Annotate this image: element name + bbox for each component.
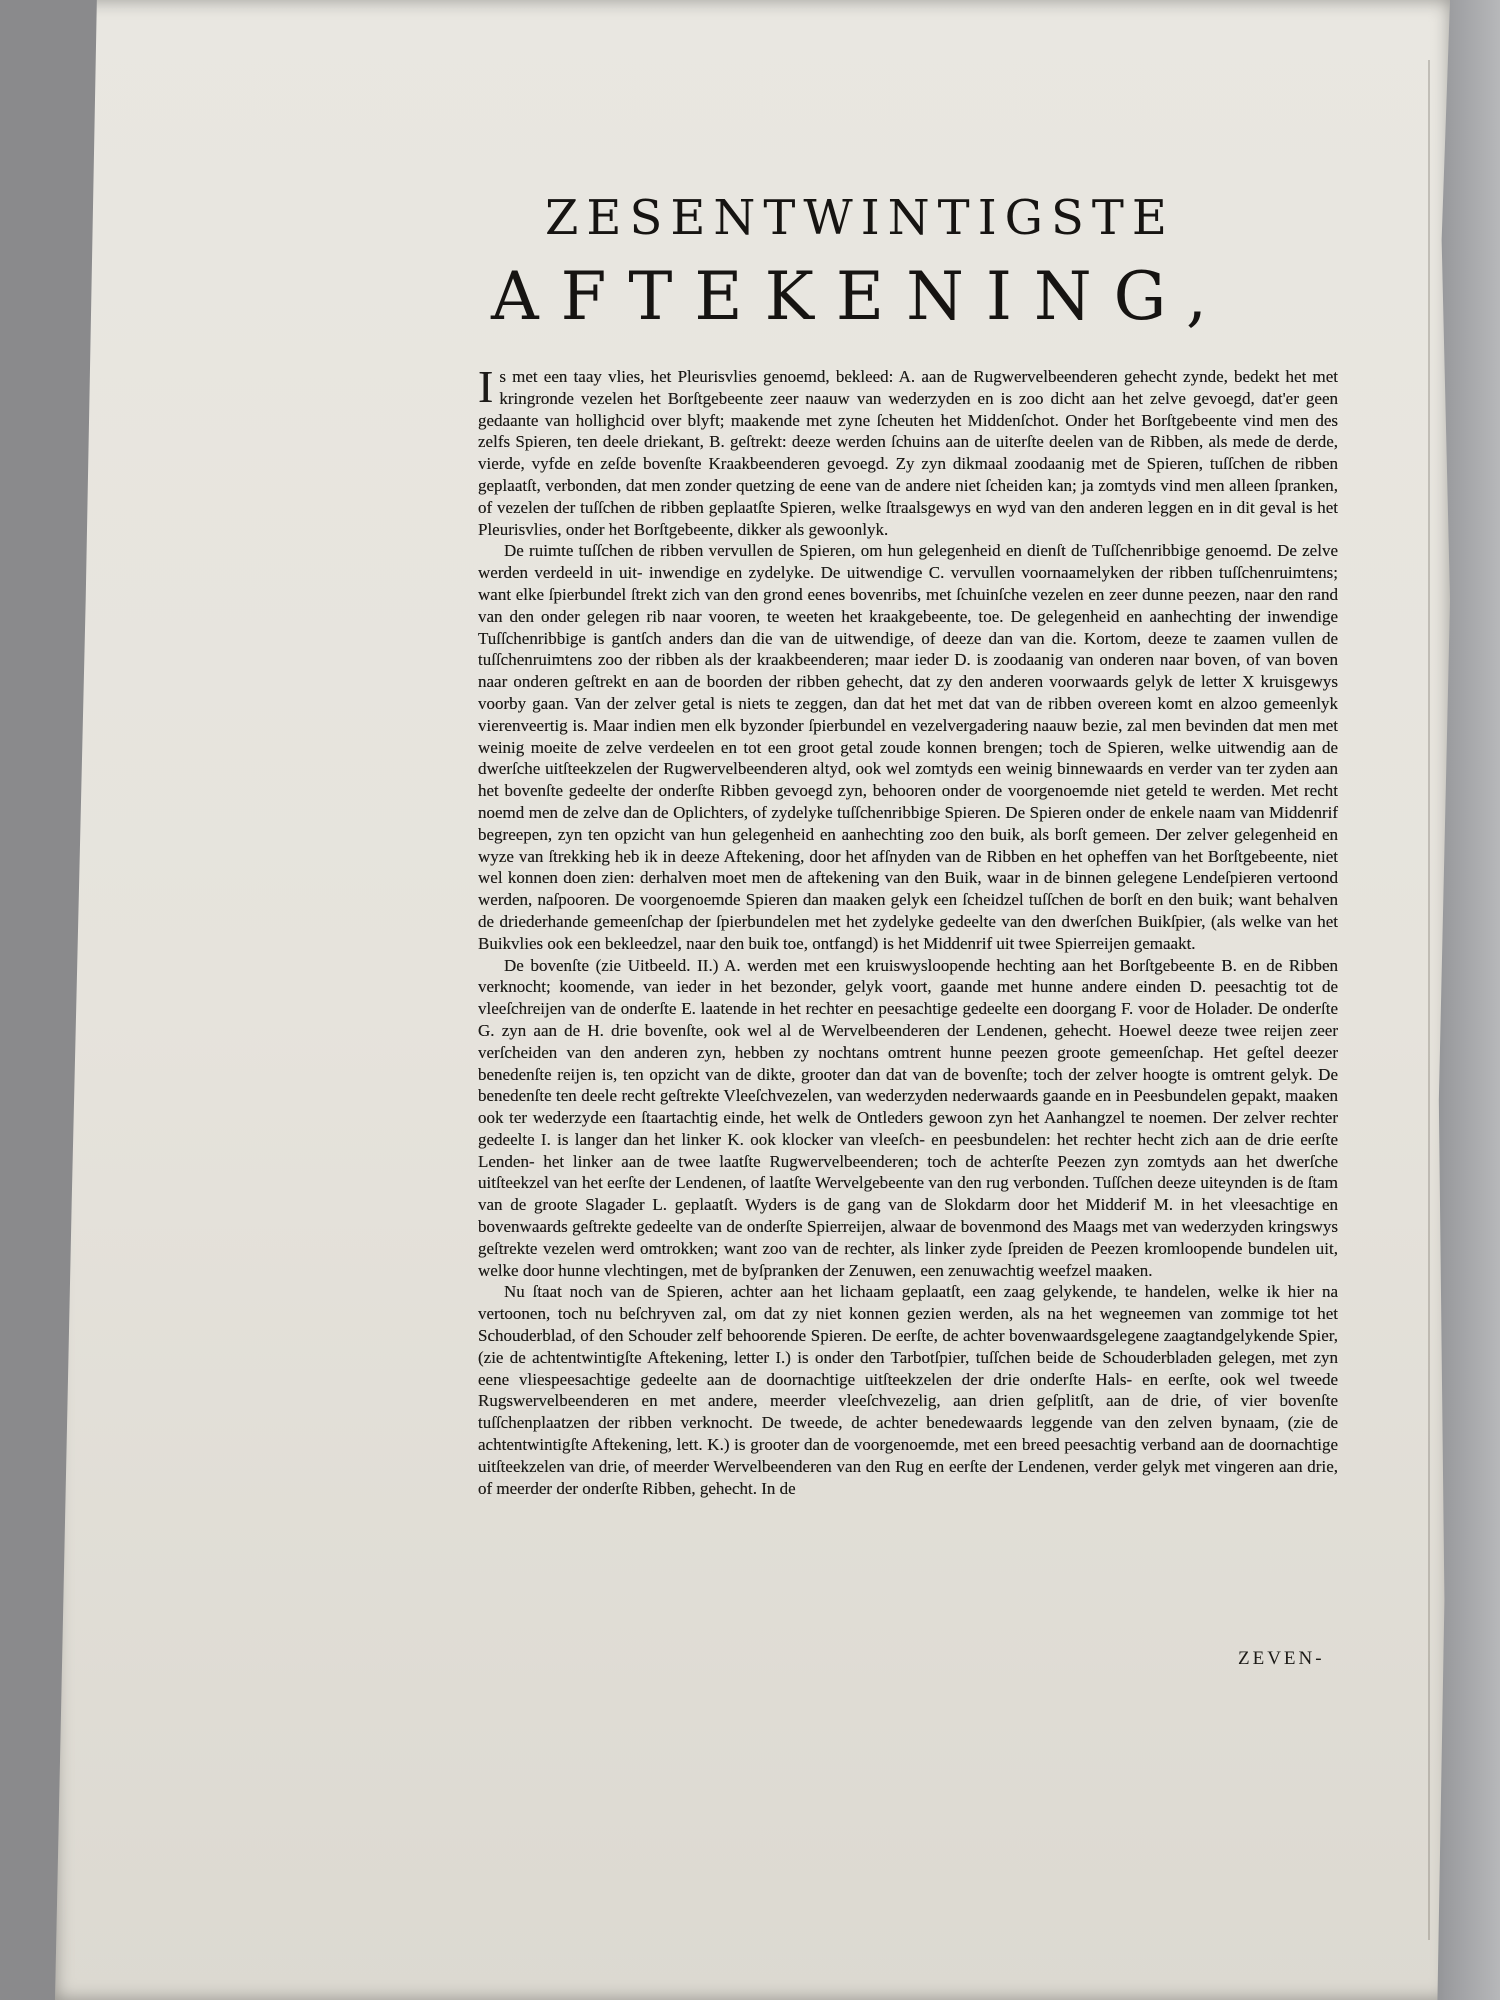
body-text xyxy=(478,361,1338,1499)
paragraph-2: De ruimte tuſſchen de ribben vervullen de Spieren, om hun gelegenheid en dienſt de Tuſſchenribbige genoemd. De zelve werden verdeeld in uit- inwendige en zydelyke. De uitwendige C. vervullen voornaamelyken der ribben tuſſchenruimtens; want elke ſpierbundel ſtrekt zich van den grond eenes bovenribs, met ſchuinſche vezelen en zeer dunne peezen, naar den rand van den onder gelegen rib naar vooren, te weeten het kraakgebeente, toe. De gelegenheid en aanhechting der inwendige Tuſſchenribbige is gantſch anders dan die van de uitwendige, of deeze dan van die. Kortom, deeze te zaamen vullen de tuſſchenruimtens zoo der ribben als der kraakbeenderen; maar ieder D. is zoodaanig van onderen naar boven, of van boven naar onderen geſtrekt en aan de boorden der ribben gehecht, dat zy den anderen voorwaards gelyk de letter X kruisgewys voorby gaan. Van der zelver getal is niets te zeggen, dan dat het met dat van de ribben overeen komt en alzoo gemeenlyk vierenveertig is. Maar indien men elk byzonder ſpierbundel en vezelvergadering naauw bezie, zal men bevinden dat men met weinig moeite de zelve verdeelen en tot een groot getal zoude konnen brengen; toch de Spieren, welke uitwendig aan de dwerſche uitſteekzelen der Rugwervelbeenderen altyd, ook wel zomtyds een weinig binnewaards en verder van ter zyden aan het bovenſte gedeelte der onderſte Ribben gevoegd zyn, behooren onder de voorgenoemde niet geteld te werden. Met recht noemd men de zelve dan de Oplichters, of zydelyke tuſſchenribbige Spieren. De Spieren onder de enkele naam van Middenrif begreepen, zyn ten opzicht van hun gelegenheid en aanhechting zoo den buik, als borſt gemeen. Der zelver gelegenheid en wyze van ſtrekking heb ik in deeze Aftekening, door het afſnyden van de Ribben en het opheffen van het Borſtgebeente, niet wel konnen doen zien: derhalven moet men de aftekening van den Buik, waar in de binnen gelegene Lendeſpieren vertoond werden, naſpooren. De voorgenoemde Spieren dan maaken gelyk een ſcheidzel tuſſchen de borſt en den buik; want behalven de driederhande gemeenſchap der ſpierbundelen met het zydelyke gedeelte van den dwerſchen Buikſpier, (als welke van het Buikvlies ook een bekleedzel, naar den buik toe, ontfangd) is het Middenrif uit twee Spierreijen gemaakt. xyxy=(478,541,1338,953)
catchword: ZEVEN- xyxy=(1238,1648,1325,1669)
paragraph-3: De bovenſte (zie Uitbeeld. II.) A. werden met een kruiswysloopende hechting aan het Borſtgebeente B. en de Ribben verknocht; koomende, van ieder in het bezonder, gelyk voort, gaande met hunne andere einden D. peesachtig tot de vleeſchreijen van de onderſte E. laatende in het rechter en peesachtige gedeelte een doorgang F. voor de Holader. De onderſte G. zyn aan de H. drie bovenſte, ook wel al de Wervelbeenderen der Lendenen, gehecht. Hoewel deeze twee reijen zeer verſcheiden van den anderen zyn, hebben zy nochtans omtrent hunne peezen groote gemeenſchap. Het geſtel deezer benedenſte reijen is, ten opzicht van de dikte, grooter dan dat van de bovenſte; toch der zelver hoogte is omtrent gelyk. De benedenſte ten deele recht geſtrekte Vleeſchvezelen, van wederzyden nederwaards gaande en in Peesbundelen gepakt, maaken ook ter wederzyde een ſtaartachtig einde, het welk de Ontleders gewoon zyn het Aanhangzel te noemen. Der zelver rechter gedeelte I. is langer dan het linker K. ook klocker van vleeſch- en peesbundelen: het rechter hecht zich aan de drie eerſte Lenden- het linker aan de twee laatſte Rugwervelbeenderen; toch de achterſte Peezen zyn zomtyds aan het dwerſche uitſteekzel van het eerſte der Lendenen, of laatſte Wervelgebeente van den rug verbonden. Tuſſchen deeze uiteynden is de ſtam van de groote Slagader L. geplaatſt. Wyders is de gang van de Slokdarm door het Midderif M. in het vleesachtige en bovenwaards geſtrekte gedeelte van de onderſte Spierreijen, alwaar de bovenmond des Maags met van wederzyden kringswys geſtrekte vezelen werd omtrokken; want zoo van de rechter, als linker zyde ſpreiden de Peezen kromloopende bundelen uit, welke door hunne vlechtingen, met de byſpranken der Zenuwen, een zenuwachtig weefzel maaken. xyxy=(478,955,1338,1280)
page-title-line2: AFTEKENING, xyxy=(490,258,1230,335)
drop-cap: I xyxy=(478,361,494,412)
page-title-line1: ZESENTWINTIGSTE xyxy=(545,190,1175,246)
page-edge-shadow xyxy=(1428,60,1446,1940)
paragraph-1 xyxy=(478,361,1338,540)
paragraph-4: Nu ſtaat noch van de Spieren, achter aan het lichaam geplaatſt, een zaag gelykende, te handelen, welke ik hier na vertoonen, toch nu beſchryven zal, om dat zy niet konnen gezien werden, als na het wegneemen van zommige tot het Schouderblad, of den Schouder zelf behoorende Spieren. De eerſte, de achter bovenwaardsgelegene zaagtandgelykende Spier, (zie de achtentwintigſte Aftekening, letter I.) is onder den Tarbotſpier, tuſſchen beide de Schouderbladen gelegen, met zyn eene vliespeesachtige gedeelte aan de doornachtige uitſteekzelen der drie onderſte Hals- en eerſte, ook wel tweede Rugswervelbeenderen en met andere, meerder vleeſchvezelig, aan drien geſplitſt, aan de drie, of vier bovenſte tuſſchenplaatzen der ribben verknocht. De tweede, de achter benedewaards leggende van den zelven bynaam, (zie de achtentwintigſte Aftekening, lett. K.) is grooter dan de voorgenoemde, met een breed peesachtig verband aan de doornachtige uitſteekzelen van drie, of meerder Wervelbeenderen van den Rug en eerſte der Lendenen, verder gelyk met vingeren aan drie, of meerder der onderſte Ribben, gehecht. In de xyxy=(478,1282,1338,1498)
paragraph-1-text: s met een taay vlies, het Pleurisvlies genoemd, bekleed: A. aan de Rugwervelbeenderen gehecht zynde, bedekt het met kringronde vezelen het Borſtgebeente zeer naauw van wederzyden en is zoo dicht aan het zelve gevoegd, dat'er geen gedaante van hollighcid over blyft; maakende met zyne ſcheuten het Middenſchot. Onder het Borſtgebeente vind men des zelfs Spieren, ten deele driekant, B. geſtrekt: deeze werden ſchuins aan de uiterſte deelen van de Ribben, als mede de derde, vierde, vyfde en zeſde bovenſte Kraakbeenderen gevoegd. Zy zyn dikmaal zoodaanig met de Spieren, tuſſchen de ribben geplaatſt, verbonden, dat men zonder quetzing de eene van de andere niet ſcheiden kan; ja zomtyds vind men alleen ſpranken, of vezelen der tuſſchen de ribben geplaatſte Spieren, welke ſtraalsgewys en wyd van den anderen leggen en in dit geval is het Pleurisvlies, onder het Borſtgebeente, dikker als gewoonlyk. xyxy=(478,367,1338,539)
